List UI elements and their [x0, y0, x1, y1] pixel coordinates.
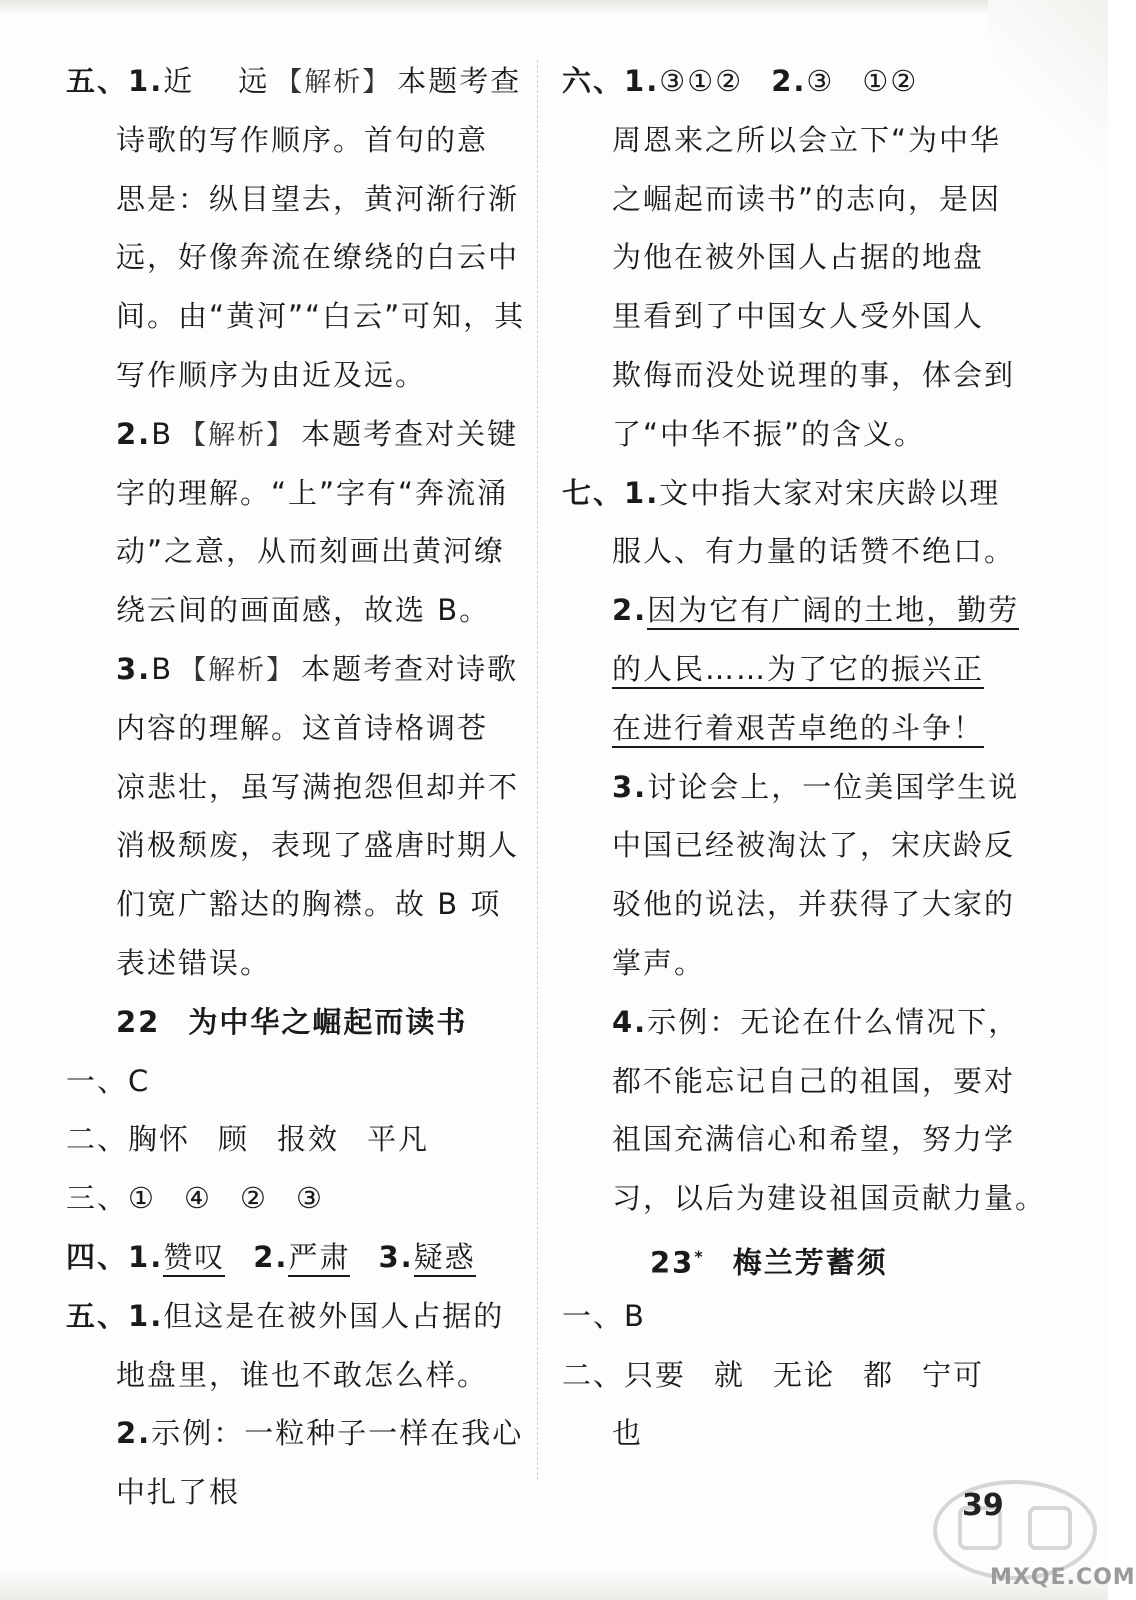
answer-text: ④ [184, 1181, 213, 1216]
answer-line: 里看到了中国女人受外国人 [612, 299, 985, 334]
analysis-tag: 【解析】 [275, 67, 392, 98]
answer-text: ①② [862, 64, 919, 98]
answer-line: 周恩来之所以会立下“为中华 [612, 122, 1002, 157]
question-number: 1. [128, 1298, 164, 1333]
answer-line: 消极颓废，表现了盛唐时期人 [116, 828, 520, 863]
lesson-number: 23 [650, 1245, 695, 1280]
answer-text: B [151, 651, 174, 686]
answer-text: ③ [806, 64, 835, 98]
section-label: 三、 [66, 1181, 129, 1216]
underlined-answer: 严肃 [288, 1240, 350, 1277]
answer-line: 之崛起而读书”的志向，是因 [612, 181, 1002, 216]
answer-line [562, 464, 1010, 523]
answer-line [66, 640, 519, 699]
question-number: 2. [612, 593, 648, 628]
left-column [66, 52, 526, 1522]
section-label: 二、 [66, 1122, 129, 1157]
answer-text: 本题考查 [397, 64, 522, 98]
answer-text: 宁可 [922, 1357, 985, 1392]
answer-line: 远，好像奔流在缭绕的白云中 [116, 240, 520, 275]
answer-line: 思是：纵目望去，黄河渐行渐 [116, 181, 520, 216]
answer-text: 示例：一粒种子一样在我心 [151, 1416, 524, 1451]
answer-line: 地盘里，谁也不敢怎么样。 [116, 1357, 489, 1392]
question-number: 2. [253, 1239, 289, 1274]
answer-text: 就 [714, 1357, 746, 1392]
lesson-name: 为中华之崛起而读书 [188, 1004, 468, 1039]
question-number: 3. [116, 651, 152, 686]
answer-text: ② [240, 1181, 269, 1216]
question-number: 1. [128, 1239, 164, 1274]
answer-line [66, 1404, 524, 1463]
answer-line: 们宽广豁达的胸襟。故 B 项 [116, 887, 502, 922]
section-label: 六、 [562, 64, 625, 98]
answer-text: 平凡 [367, 1122, 430, 1157]
answer-line: 驳他的说法，并获得了大家的 [612, 887, 1016, 922]
underlined-answer: 在进行着艰苦卓绝的斗争！ [612, 711, 984, 748]
answer-text: 都 [863, 1357, 895, 1392]
question-number: 2. [771, 64, 807, 98]
answer-line [66, 52, 522, 111]
answer-line: 绕云间的画面感，故选 B。 [116, 593, 491, 628]
answer-text: 本题考查对诗歌 [301, 651, 519, 686]
answer-line: 了“中华不振”的含义。 [612, 416, 926, 451]
page-number: 39 [962, 1488, 1004, 1523]
answer-line [562, 758, 1020, 817]
watermark-text: MXQE.COM [990, 1565, 1136, 1590]
answer-line: 服人、有力量的话赞不绝口。 [612, 534, 1016, 569]
answer-line [562, 1346, 1010, 1405]
answer-line: 写作顺序为由近及远。 [116, 357, 427, 392]
lesson-star: * [694, 1246, 705, 1266]
answer-line: 表述错误。 [116, 945, 272, 980]
answer-line [562, 640, 1010, 699]
lesson-number: 22 [116, 1004, 161, 1039]
section-label: 四、 [66, 1239, 129, 1274]
right-column [562, 52, 1047, 1463]
underlined-answer: 疑惑 [414, 1240, 476, 1277]
lesson-title [66, 993, 516, 1052]
lesson-name: 梅兰芳蓄须 [732, 1245, 888, 1280]
answer-line: 中扎了根 [116, 1475, 241, 1510]
question-number: 1. [128, 64, 164, 98]
section-label: 五、 [66, 64, 129, 98]
answer-line: 一、C [66, 1063, 151, 1098]
answer-line [66, 1169, 516, 1228]
answer-line: 一、B [562, 1298, 646, 1333]
answer-text: 远 [238, 64, 270, 98]
answer-text: ③ [296, 1181, 325, 1216]
answer-line [562, 993, 1020, 1052]
question-number: 4. [612, 1004, 648, 1039]
underlined-answer: 因为它有广阔的土地，勤劳 [647, 593, 1019, 630]
section-label: 七、 [562, 475, 625, 510]
answer-line [66, 405, 519, 464]
answer-text: 近 [163, 64, 195, 98]
answer-line: 为他在被外国人占据的地盘 [612, 240, 985, 275]
answer-line: 诗歌的写作顺序。首句的意 [116, 122, 489, 157]
answer-text: 胸怀 [128, 1122, 191, 1157]
answer-line: 间。由“黄河”“白云”可知，其 [116, 299, 526, 334]
underlined-answer: 的人民……为了它的振兴正 [612, 652, 984, 689]
question-number: 1. [624, 475, 660, 510]
answer-text: 本题考查对关键 [301, 416, 519, 451]
page-edge-top [0, 0, 1108, 14]
answer-line: 中国已经被淘汰了，宋庆龄反 [612, 828, 1016, 863]
section-label: 二、 [562, 1357, 625, 1392]
question-number: 2. [116, 416, 152, 451]
answer-text: 报效 [277, 1122, 340, 1157]
answer-line: 习，以后为建设祖国贡献力量。 [612, 1181, 1047, 1216]
answer-line [66, 1110, 516, 1169]
answer-line: 字的理解。“上”字有“奔流涌 [116, 475, 509, 510]
answer-line: 凉悲壮，虽写满抱怨但却并不 [116, 769, 520, 804]
column-divider [537, 60, 538, 1480]
answer-text: 顾 [218, 1122, 250, 1157]
answer-line [66, 1228, 516, 1287]
question-number: 2. [116, 1416, 152, 1451]
answer-text: 示例：无论在什么情况下， [647, 1004, 1020, 1039]
answer-line [562, 581, 1020, 640]
answer-line: 内容的理解。这首诗格调苍 [116, 710, 489, 745]
answer-text: 但这是在被外国人占据的 [163, 1298, 505, 1333]
answer-line [562, 699, 1010, 758]
lesson-title [562, 1228, 1010, 1287]
answer-line: 欺侮而没处说理的事，体会到 [612, 357, 1016, 392]
answer-line: 掌声。 [612, 945, 706, 980]
analysis-tag: 【解析】 [179, 654, 296, 686]
answer-text: 讨论会上，一位美国学生说 [647, 769, 1020, 804]
answer-text: B [151, 416, 174, 451]
answer-text: ③①② [659, 64, 744, 98]
answer-line: 都不能忘记自己的祖国，要对 [612, 1063, 1016, 1098]
answer-line: 动”之意，从而刻画出黄河缭 [116, 534, 506, 569]
answer-text: 无论 [773, 1357, 836, 1392]
answer-line [562, 52, 1010, 111]
answer-text: 文中指大家对宋庆龄以理 [659, 475, 1001, 510]
question-number: 3. [612, 769, 648, 804]
question-number: 3. [378, 1239, 414, 1274]
analysis-tag: 【解析】 [179, 419, 296, 451]
underlined-answer: 赞叹 [163, 1240, 225, 1277]
question-number: 1. [624, 64, 660, 98]
answer-line [66, 1287, 516, 1346]
answer-line: 也 [612, 1416, 644, 1451]
section-label: 五、 [66, 1298, 129, 1333]
answer-line: 祖国充满信心和希望，努力学 [612, 1122, 1016, 1157]
answer-text: 只要 [624, 1357, 687, 1392]
answer-text: ① [128, 1181, 157, 1216]
